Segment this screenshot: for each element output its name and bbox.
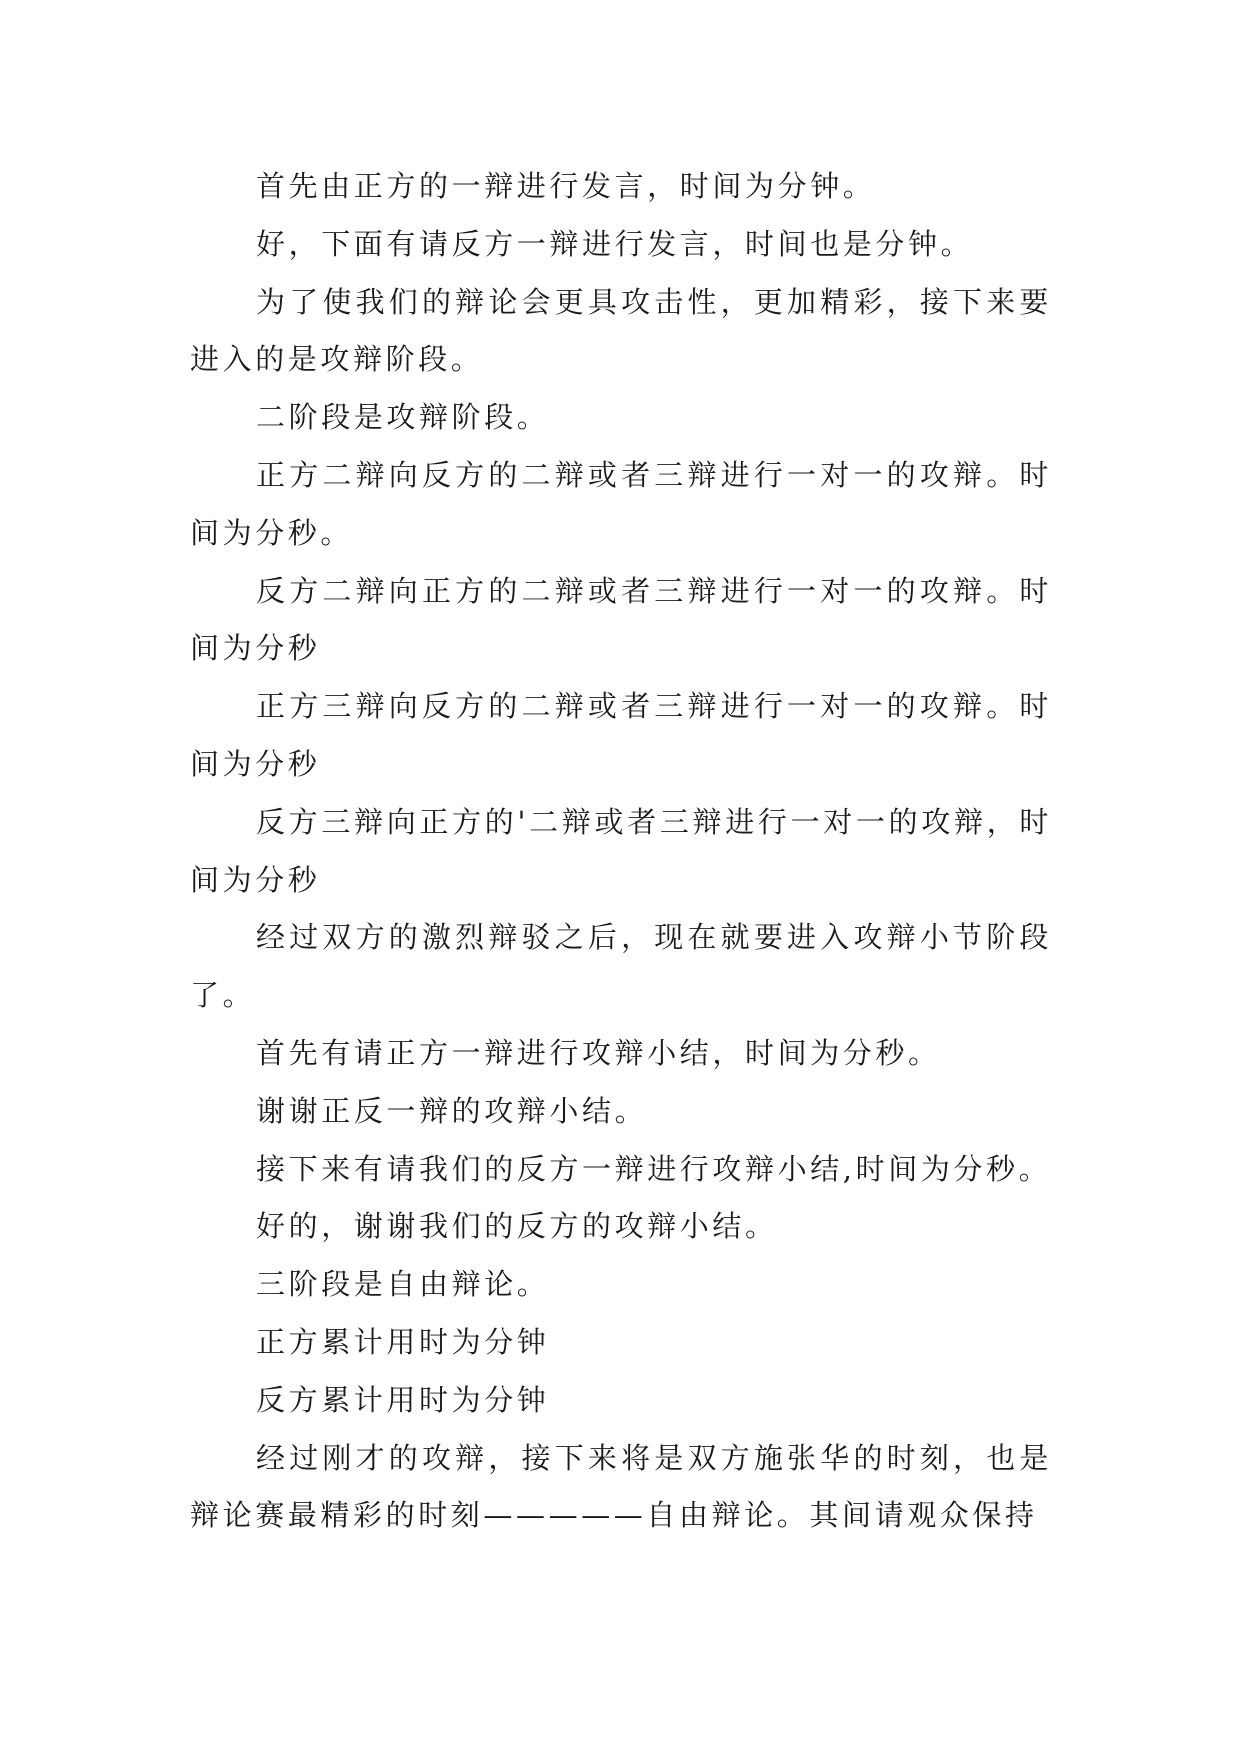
paragraph-5: 正方二辩向反方的二辩或者三辩进行一对一的攻辩。时间为分秒。 <box>190 457 1052 550</box>
paragraph-11: 谢谢正反一辩的攻辩小结。 <box>256 1093 648 1128</box>
document-body <box>190 158 1052 1545</box>
paragraph-14: 三阶段是自由辩论。 <box>256 1267 550 1302</box>
paragraph-7: 正方三辩向反方的二辩或者三辩进行一对一的攻辩。时间为分秒 <box>190 689 1052 781</box>
paragraph-12: 接下来有请我们的反方一辩进行攻辩小结,时间为分秒。 <box>256 1151 1052 1186</box>
paragraph-17: 经过刚才的攻辩，接下来将是双方施张华的时刻，也是辩论赛最精彩的时刻—————自由辩论。其间请观众保持 <box>190 1440 1052 1533</box>
paragraph-4: 二阶段是攻辩阶段。 <box>256 400 550 435</box>
paragraph-15: 正方累计用时为分钟 <box>256 1324 550 1359</box>
paragraph-3: 为了使我们的辩论会更具攻击性，更加精彩，接下来要进入的是攻辩阶段。 <box>190 284 1052 377</box>
paragraph-10: 首先有请正方一辩进行攻辩小结，时间为分秒。 <box>256 1035 941 1070</box>
paragraph-8: 反方三辩向正方的'二辩或者三辩进行一对一的攻辩，时间为分秒 <box>190 804 1052 897</box>
paragraph-6: 反方二辩向正方的二辩或者三辩进行一对一的攻辩。时间为分秒 <box>190 573 1052 666</box>
paragraph-16: 反方累计用时为分钟 <box>256 1382 550 1417</box>
paragraph-13: 好的，谢谢我们的反方的攻辩小结。 <box>256 1209 778 1244</box>
paragraph-9: 经过双方的激烈辩驳之后，现在就要进入攻辩小节阶段了。 <box>190 920 1052 1013</box>
paragraph-1: 首先由正方的一辩进行发言，时间为分钟。 <box>256 169 876 203</box>
paragraph-2: 好，下面有请反方一辩进行发言，时间也是分钟。 <box>256 226 974 261</box>
